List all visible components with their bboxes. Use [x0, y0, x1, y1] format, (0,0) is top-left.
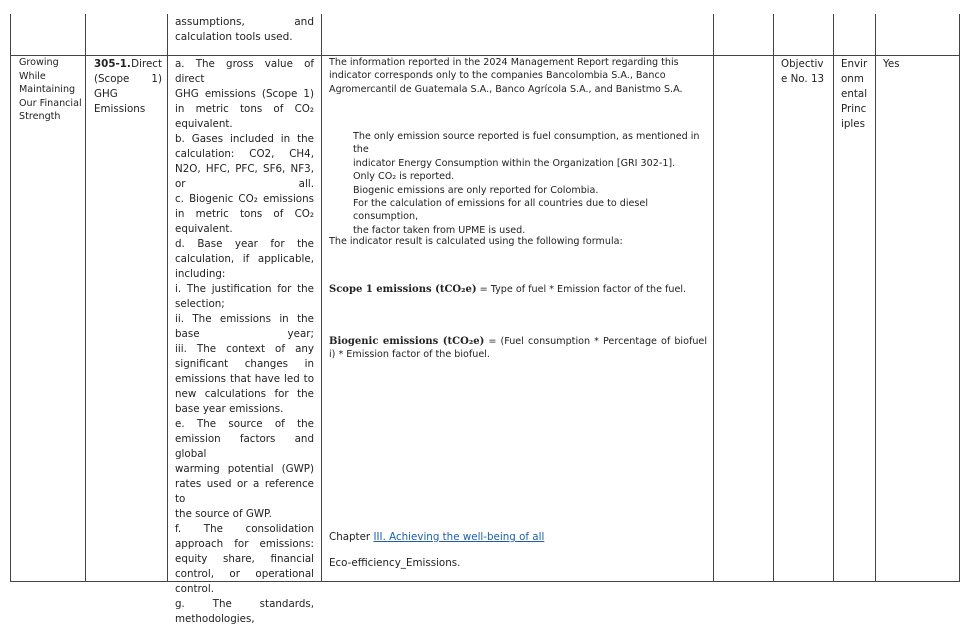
requirement-line: methodologies,: [175, 613, 255, 625]
principle-line: iples: [841, 118, 865, 130]
requirement-line: significant changes in: [175, 358, 314, 370]
col-border-0: [10, 14, 11, 582]
requirement-line: emission factors and global: [175, 433, 314, 460]
requirement-line: c. Biogenic CO₂ emissions: [175, 193, 314, 205]
text-line: calculation tools used.: [175, 31, 293, 43]
requirement-line: d. Base year for the: [175, 238, 314, 250]
requirement-line: including:: [175, 268, 226, 280]
requirement-line: equivalent.: [175, 223, 233, 235]
requirement-line: g. The standards,: [175, 598, 314, 610]
topic-line: Our Financial: [19, 97, 82, 109]
requirement-line: i. The justification for the: [175, 283, 314, 295]
requirement-line: base year emissions.: [175, 403, 284, 415]
info-line: Only CO₂ is reported.: [353, 171, 455, 183]
text-line: assumptions, and: [175, 16, 314, 28]
eco-reference: Eco-efficiency_Emissions.: [329, 557, 461, 569]
requirement-line: ii. The emissions in the: [175, 313, 314, 325]
info-line: For the calculation of emissions for all countries due to diesel consumption,: [353, 198, 649, 223]
top-row-requirements: [175, 15, 314, 45]
requirement-line: base year;: [175, 328, 314, 340]
col-border-1: [85, 14, 86, 582]
principle-line: ental: [841, 88, 868, 100]
info-line: the factor taken from UPME is used.: [353, 224, 526, 236]
principle-cell: [841, 57, 875, 132]
requirement-line: in metric tons of CO₂: [175, 103, 314, 115]
requirement-line: new calculations for the: [175, 388, 314, 400]
standard-name-line: Direct: [131, 58, 162, 70]
biogenic-expression: = (Fuel consumption * Percentage of biofuel i) * Emission factor of the biofuel.: [329, 336, 707, 361]
col-border-3: [321, 14, 322, 582]
requirement-line: calculation, if applicable,: [175, 253, 314, 265]
requirements-cell: [175, 57, 314, 627]
requirement-line: GHG emissions (Scope 1): [175, 88, 314, 100]
col-border-6: [833, 14, 834, 582]
chapter-link[interactable]: III. Achieving the well-being of all: [373, 531, 545, 543]
col-border-5: [773, 14, 774, 582]
verified-cell: Yes: [883, 58, 900, 70]
col-border-7: [875, 14, 876, 582]
topic-line: Growing: [19, 57, 59, 68]
requirement-line: in metric tons of CO₂: [175, 208, 314, 220]
biogenic-label: Biogenic emissions (tCO₂e): [329, 336, 485, 347]
requirement-line: control.: [175, 583, 214, 595]
principle-line: Princ: [841, 103, 867, 115]
requirement-line: or all.: [175, 178, 314, 190]
info-block: [353, 130, 709, 237]
info-line: Biogenic emissions are only reported for Colombia.: [353, 184, 599, 196]
requirement-line: equity share, financial: [175, 553, 314, 565]
standard-name-line: GHG: [94, 88, 118, 100]
requirement-line: b. Gases included in the: [175, 133, 314, 145]
sdg-line: e No. 13: [781, 73, 825, 85]
requirement-line: e. The source of the: [175, 418, 314, 430]
standard-name-line: (Scope 1): [94, 73, 162, 85]
standard-code: 305-1.: [94, 58, 131, 70]
scope1-formula: [329, 283, 704, 296]
col-border-2: [167, 14, 168, 582]
requirement-line: calculation: CO2, CH4,: [175, 148, 314, 160]
principle-line: Envir: [841, 58, 868, 70]
chapter-reference: [329, 530, 704, 545]
requirement-line: warming potential (GWP): [175, 463, 314, 475]
formula-intro: The indicator result is calculated using the following formula:: [329, 236, 623, 247]
requirement-line: control, or operational: [175, 568, 314, 580]
requirement-line: N2O, HFC, PFC, SF6, NF3,: [175, 163, 314, 175]
biogenic-formula: [329, 335, 707, 362]
requirement-line: the source of GWP.: [175, 508, 272, 520]
requirement-line: f. The consolidation: [175, 523, 314, 535]
requirement-line: a. The gross value of direct: [175, 58, 314, 85]
requirement-line: equivalent.: [175, 118, 233, 130]
sdg-line: Objectiv: [781, 58, 824, 70]
topic-line: Maintaining: [19, 84, 76, 95]
topic-line: While: [19, 70, 46, 82]
col-border-4: [713, 14, 714, 582]
requirement-line: selection;: [175, 298, 225, 310]
topic-line: Strength: [19, 111, 61, 122]
requirement-line: rates used or a reference to: [175, 478, 314, 505]
sdg-cell: [781, 57, 831, 87]
chapter-prefix: Chapter: [329, 531, 374, 543]
info-line: The only emission source reported is fuel consumption, as mentioned in the: [353, 131, 700, 156]
table-bottom-border: [10, 581, 960, 582]
topic-cell: [19, 56, 83, 124]
requirement-line: iii. The context of any: [175, 343, 314, 355]
requirement-line: emissions that have led to: [175, 373, 314, 385]
info-line: indicator Energy Consumption within the Organization [GRI 302-1].: [353, 157, 676, 169]
scope1-expression: = Type of fuel * Emission factor of the fuel.: [476, 284, 687, 295]
standard-name-line: Emissions: [94, 103, 146, 115]
standard-cell: [94, 57, 162, 117]
requirement-line: approach for emissions:: [175, 538, 314, 550]
info-intro: The information reported in the 2024 Management Report regarding this indicator corresponds only to the companies Bancolombia S.A., Banco Agromercantil de Guatemala S.A., Banco Agrícola S.A., and Banistmo S.A.: [329, 57, 683, 95]
col-border-8: [959, 14, 960, 582]
scope1-label: Scope 1 emissions (tCO₂e): [329, 284, 477, 295]
principle-line: onm: [841, 73, 864, 85]
